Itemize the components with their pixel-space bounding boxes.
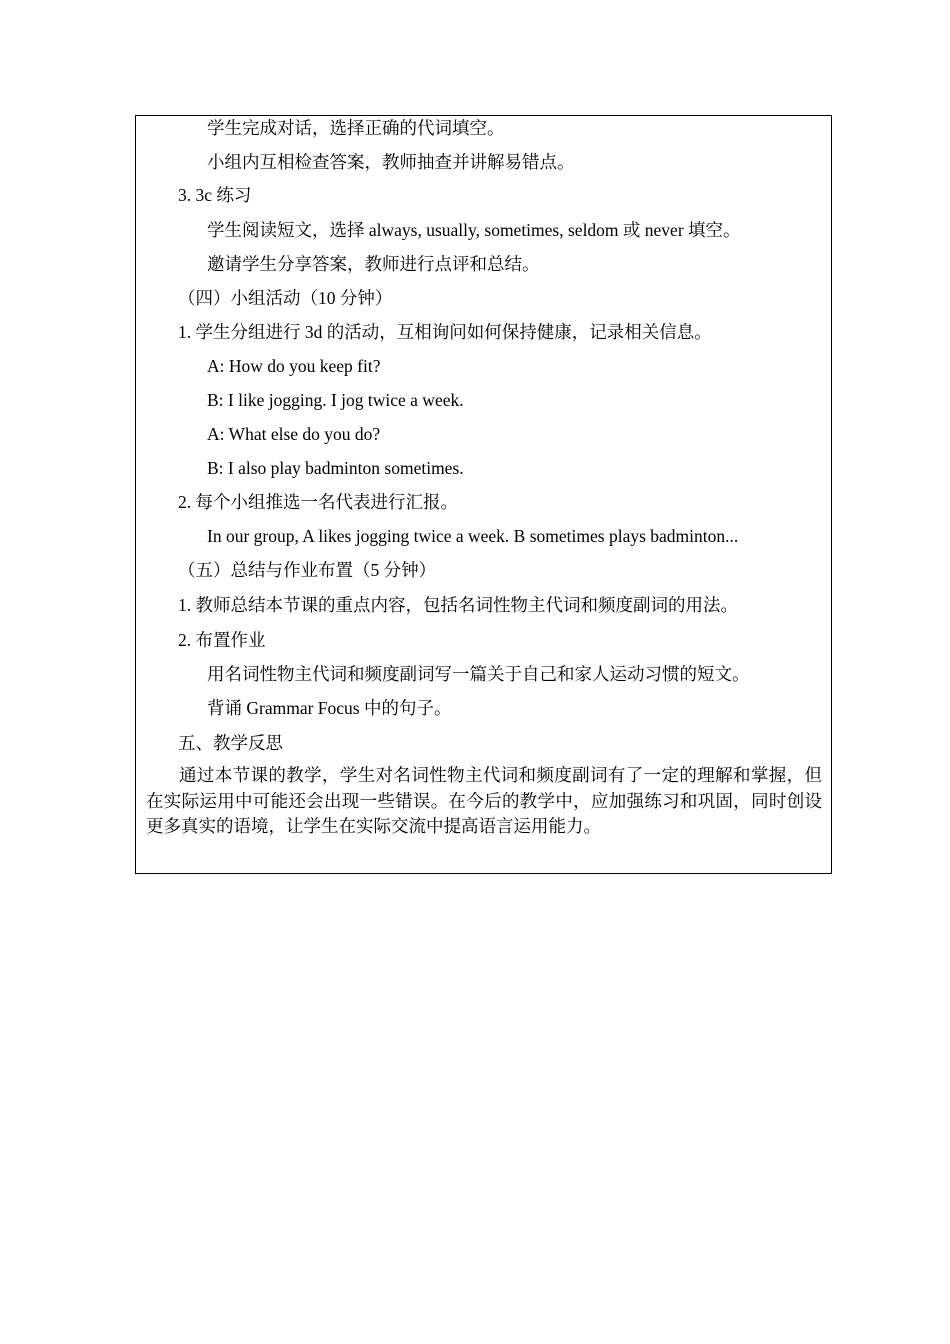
text-line-3c-heading: 3. 3c 练习 bbox=[178, 185, 252, 205]
text-line-homework-writing: 用名词性物主代词和频度副词写一篇关于自己和家人运动习惯的短文。 bbox=[207, 664, 750, 684]
dialogue-line-3: A: What else do you do? bbox=[207, 424, 381, 444]
reflection-paragraph: 通过本节课的教学，学生对名词性物主代词和频度副词有了一定的理解和掌握，但在实际运用中可能还会出现一些错误。在今后的教学中，应加强练习和巩固，同时创设更多真实的语境，让学生在实际交流中提高语言运用能力。 bbox=[146, 765, 822, 836]
text-line-check-answers: 小组内互相检查答案，教师抽查并讲解易错点。 bbox=[207, 152, 575, 172]
text-line-homework-recite: 背诵 Grammar Focus 中的句子。 bbox=[207, 698, 452, 718]
text-line-share-answers: 邀请学生分享答案，教师进行点评和总结。 bbox=[207, 254, 540, 274]
text-line-3c-task: 学生阅读短文，选择 always, usually, sometimes, seldom 或 never 填空。 bbox=[207, 220, 741, 240]
section-heading-group-activity: （四）小组活动（10 分钟） bbox=[178, 288, 393, 308]
text-line-homework-heading: 2. 布置作业 bbox=[178, 630, 266, 650]
text-line-3d-activity: 1. 学生分组进行 3d 的活动，互相询问如何保持健康，记录相关信息。 bbox=[178, 322, 712, 342]
text-line-report-example: In our group, A likes jogging twice a week. B sometimes plays badminton... bbox=[207, 526, 739, 546]
text-line-teacher-summary: 1. 教师总结本节课的重点内容，包括名词性物主代词和频度副词的用法。 bbox=[178, 595, 738, 615]
dialogue-line-4: B: I also play badminton sometimes. bbox=[207, 458, 464, 478]
dialogue-line-2: B: I like jogging. I jog twice a week. bbox=[207, 390, 464, 410]
section-heading-summary-homework: （五）总结与作业布置（5 分钟） bbox=[178, 560, 437, 580]
text-line-pronoun-dialogue: 学生完成对话，选择正确的代词填空。 bbox=[207, 118, 505, 138]
text-line-group-report: 2. 每个小组推选一名代表进行汇报。 bbox=[178, 492, 458, 512]
section-heading-reflection: 五、教学反思 bbox=[178, 733, 283, 753]
dialogue-line-1: A: How do you keep fit? bbox=[207, 356, 381, 376]
